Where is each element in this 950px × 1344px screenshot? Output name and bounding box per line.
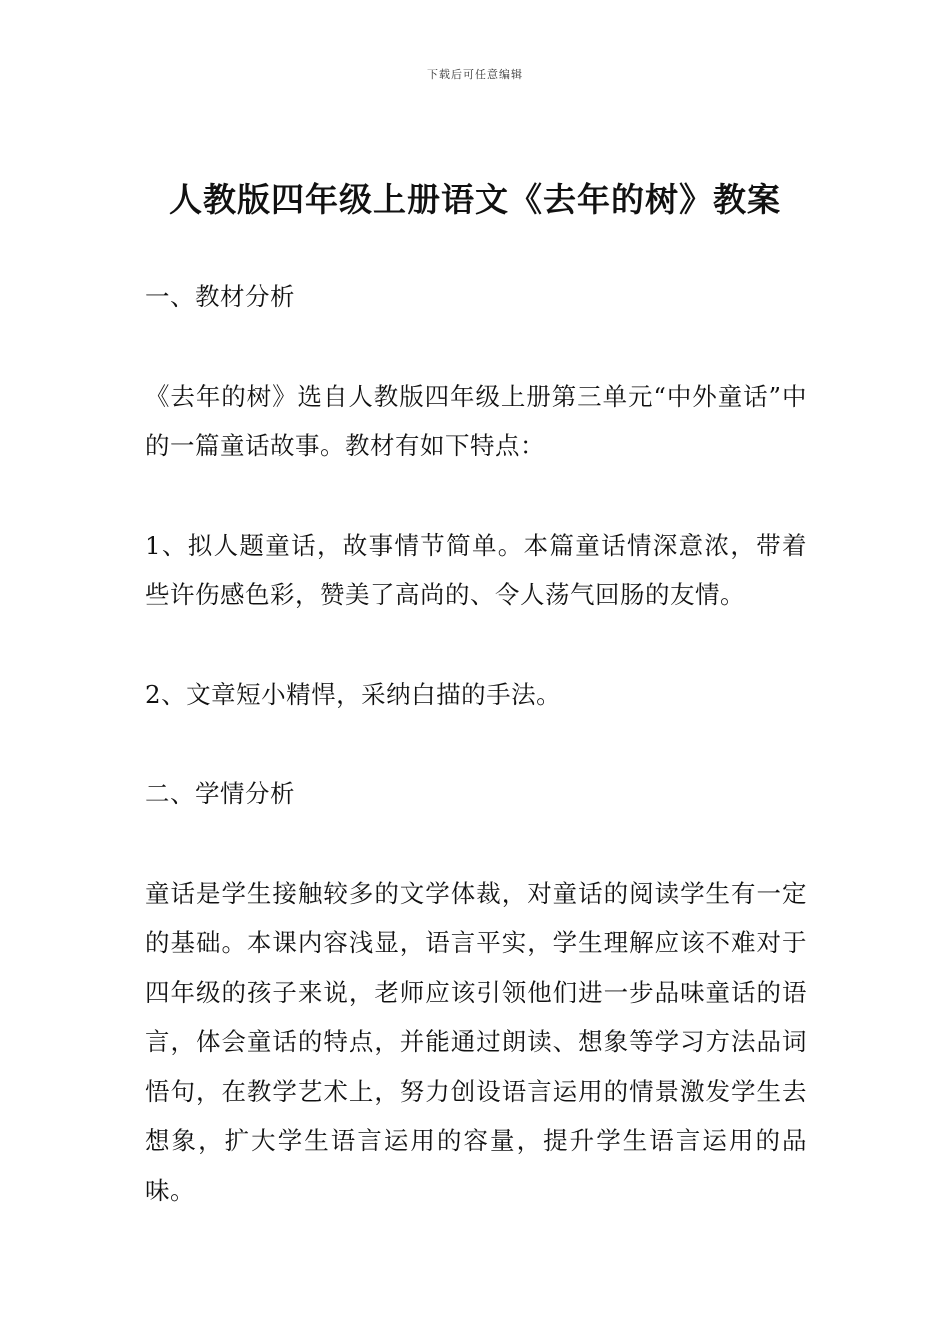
document-body (145, 272, 807, 1265)
page-header-note: 下载后可任意编辑 (427, 68, 523, 81)
paragraph-intro: 《去年的树》选自人教版四年级上册第三单元“中外童话”中的一篇童话故事。教材有如下特点： (145, 381, 807, 460)
paragraph-feature-1: 1、拟人题童话，故事情节简单。本篇童话情深意浓，带着些许伤感色彩，赞美了高尚的、令人荡气回肠的友情。 (145, 530, 807, 609)
paragraph-student-analysis: 童话是学生接触较多的文学体裁，对童话的阅读学生有一定的基础。本课内容浅显，语言平实，学生理解应该不难对于四年级的孩子来说，老师应该引领他们进一步品味童话的语言，体会童话的特点，并能通过朗读、想象等学习方法品词悟句，在教学艺术上，努力创设语言运用的情景激发学生去想象，扩大学生语言运用的容量，提升学生语言运用的品味。 (145, 878, 807, 1205)
section-heading-student-analysis: 二、学情分析 (145, 779, 295, 808)
paragraph-feature-2: 2、文章短小精悍，采纳白描的手法。 (145, 679, 562, 709)
section-heading-textbook-analysis: 一、教材分析 (145, 282, 295, 311)
document-title: 人教版四年级上册语文《去年的树》教案 (169, 180, 781, 219)
